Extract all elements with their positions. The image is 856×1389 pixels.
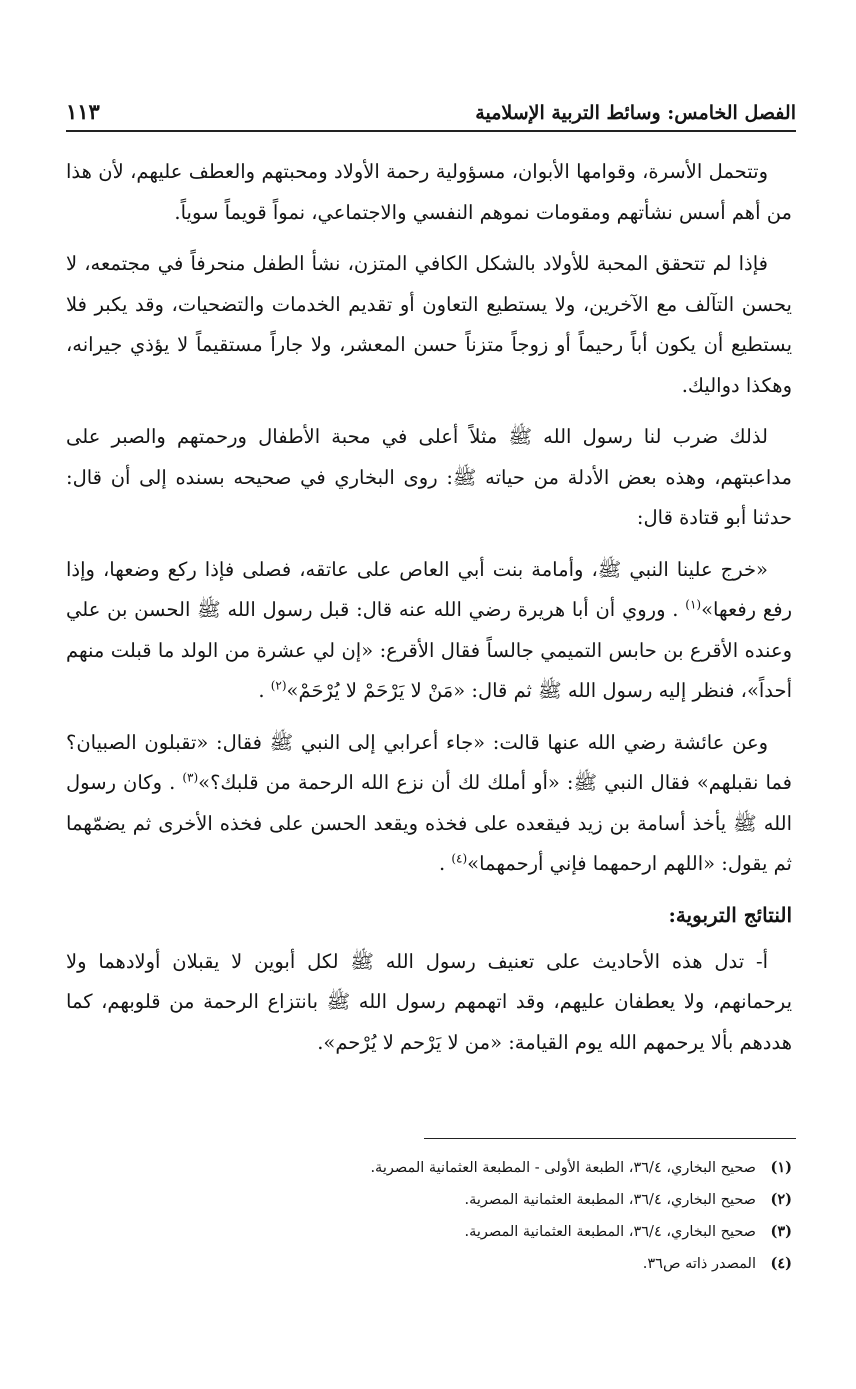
hadith-text: . xyxy=(258,679,271,702)
footnote-text: المصدر ذاته ص٣٦. xyxy=(642,1256,756,1272)
paragraph-lack-of-love: فإذا لم تتحقق المحبة للأولاد بالشكل الكافي المتزن، نشأ الطفل منحرفاً في مجتمعه، لا يحسن التآلف مع الآخرين، ولا يستطيع التعاون أو تقديم الخدمات والتضحيات، وقد يكبر فلا يستطيع أن يكون أباً رحيماً أو زوجاً متزناً حسن المعشر، ولا جاراً مستقيماً لا يؤذي جيرانه، وهكذا دواليك. xyxy=(66,252,792,397)
paragraph-family-role: وتتحمل الأسرة، وقوامها الأبوان، مسؤولية رحمة الأولاد ومحبتهم والعطف عليهم، لأن هذا من أهم أسس نشأتهم ومقومات نموهم النفسي والاجتماعي، نمواً قويماً سوياً. xyxy=(66,160,792,224)
hadith-text: . xyxy=(438,852,452,875)
page-number: ١١٣ xyxy=(66,99,100,124)
hadith-text: . وروي أن أبا هريرة رضي الله عنه قال: قبل رسول الله ﷺ الحسن بن علي وعنده الأقرع بن حابس التميمي جالساً فقال الأقرع: «إن لي عشرة من الولد ما قبلت منهم أحداً»، فنظر إليه رسول الله ﷺ ثم قال: «مَنْ لا يَرْحَمْ لا يُرْحَمْ» xyxy=(66,598,792,702)
running-head xyxy=(66,88,796,124)
footnote-2 xyxy=(66,1184,792,1216)
paragraph-prophet-example: لذلك ضرب لنا رسول الله ﷺ مثلاً أعلى في محبة الأطفال ورحمتهم والصبر على مداعبتهم، وهذه بعض الأدلة من حياته ﷺ: روى البخاري في صحيحه بسنده إلى أن قال: حدثنا أبو قتادة قال: xyxy=(66,425,792,529)
hadith-text: وعن عائشة رضي الله عنها قالت: «جاء أعرابي إلى النبي ﷺ فقال: «تقبلون الصبيان؟ فما نقبلهم» فقال النبي ﷺ: «أو أملك لك أن نزع الله الرحمة من قلبك؟» xyxy=(66,730,792,794)
footnote-number: (٤) xyxy=(770,1255,792,1272)
footnote-number: (٢) xyxy=(770,1191,792,1208)
chapter-title: الفصل الخامس: وسائط التربية الإسلامية xyxy=(475,102,796,124)
section-heading: النتائج التربوية: xyxy=(668,902,792,927)
footnote-text: صحيح البخاري، ٣٦/٤، المطبعة العثمانية المصرية. xyxy=(464,1192,756,1208)
header-rule xyxy=(66,130,796,132)
footnote-ref-3: (٣) xyxy=(182,770,199,785)
hadith-text: . وكان رسول الله ﷺ يأخذ أسامة بن زيد فيقعده على فخذه ويقعد الحسن على فخذه الأخرى ثم يضمّهما ثم يقول: «اللهم ارحمهما فإني أرحمهما» xyxy=(66,771,792,875)
footnote-4 xyxy=(66,1248,792,1280)
footnote-ref-4: (٤) xyxy=(451,851,468,866)
footnotes xyxy=(66,1152,792,1280)
footnote-rule xyxy=(424,1138,796,1139)
footnote-text: صحيح البخاري، ٣٦/٤، الطبعة الأولى - المطبعة العثمانية المصرية. xyxy=(370,1160,756,1176)
paragraph-hadith-umama xyxy=(66,550,792,712)
footnote-ref-2: (٢) xyxy=(270,678,287,693)
footnote-number: (٣) xyxy=(770,1223,792,1240)
footnote-number: (١) xyxy=(770,1159,792,1176)
footnote-3 xyxy=(66,1216,792,1248)
footnote-ref-1: (١) xyxy=(685,597,702,612)
footnote-text: صحيح البخاري، ٣٦/٤، المطبعة العثمانية المصرية. xyxy=(464,1224,756,1240)
hadith-text: «خرج علينا النبي ﷺ، وأمامة بنت أبي العاص على عاتقه، فصلى فإذا ركع وضعها، وإذا رفع رفعها» xyxy=(66,557,792,621)
footnote-1 xyxy=(66,1152,792,1184)
result-item-a: أ- تدل هذه الأحاديث على تعنيف رسول الله ﷺ لكل أبوين لا يقبلان أولادهما ولا يرحمانهم، ولا يعطفان عليهم، وقد اتهمهم رسول الله ﷺ بانتزاع الرحمة من قلوبهم، كما هددهم بألا يرحمهم الله يوم القيامة: «من لا يَرْحم لا يُرْحم». xyxy=(66,949,792,1054)
body-text xyxy=(66,152,792,1074)
paragraph-hadith-aisha xyxy=(66,723,792,885)
